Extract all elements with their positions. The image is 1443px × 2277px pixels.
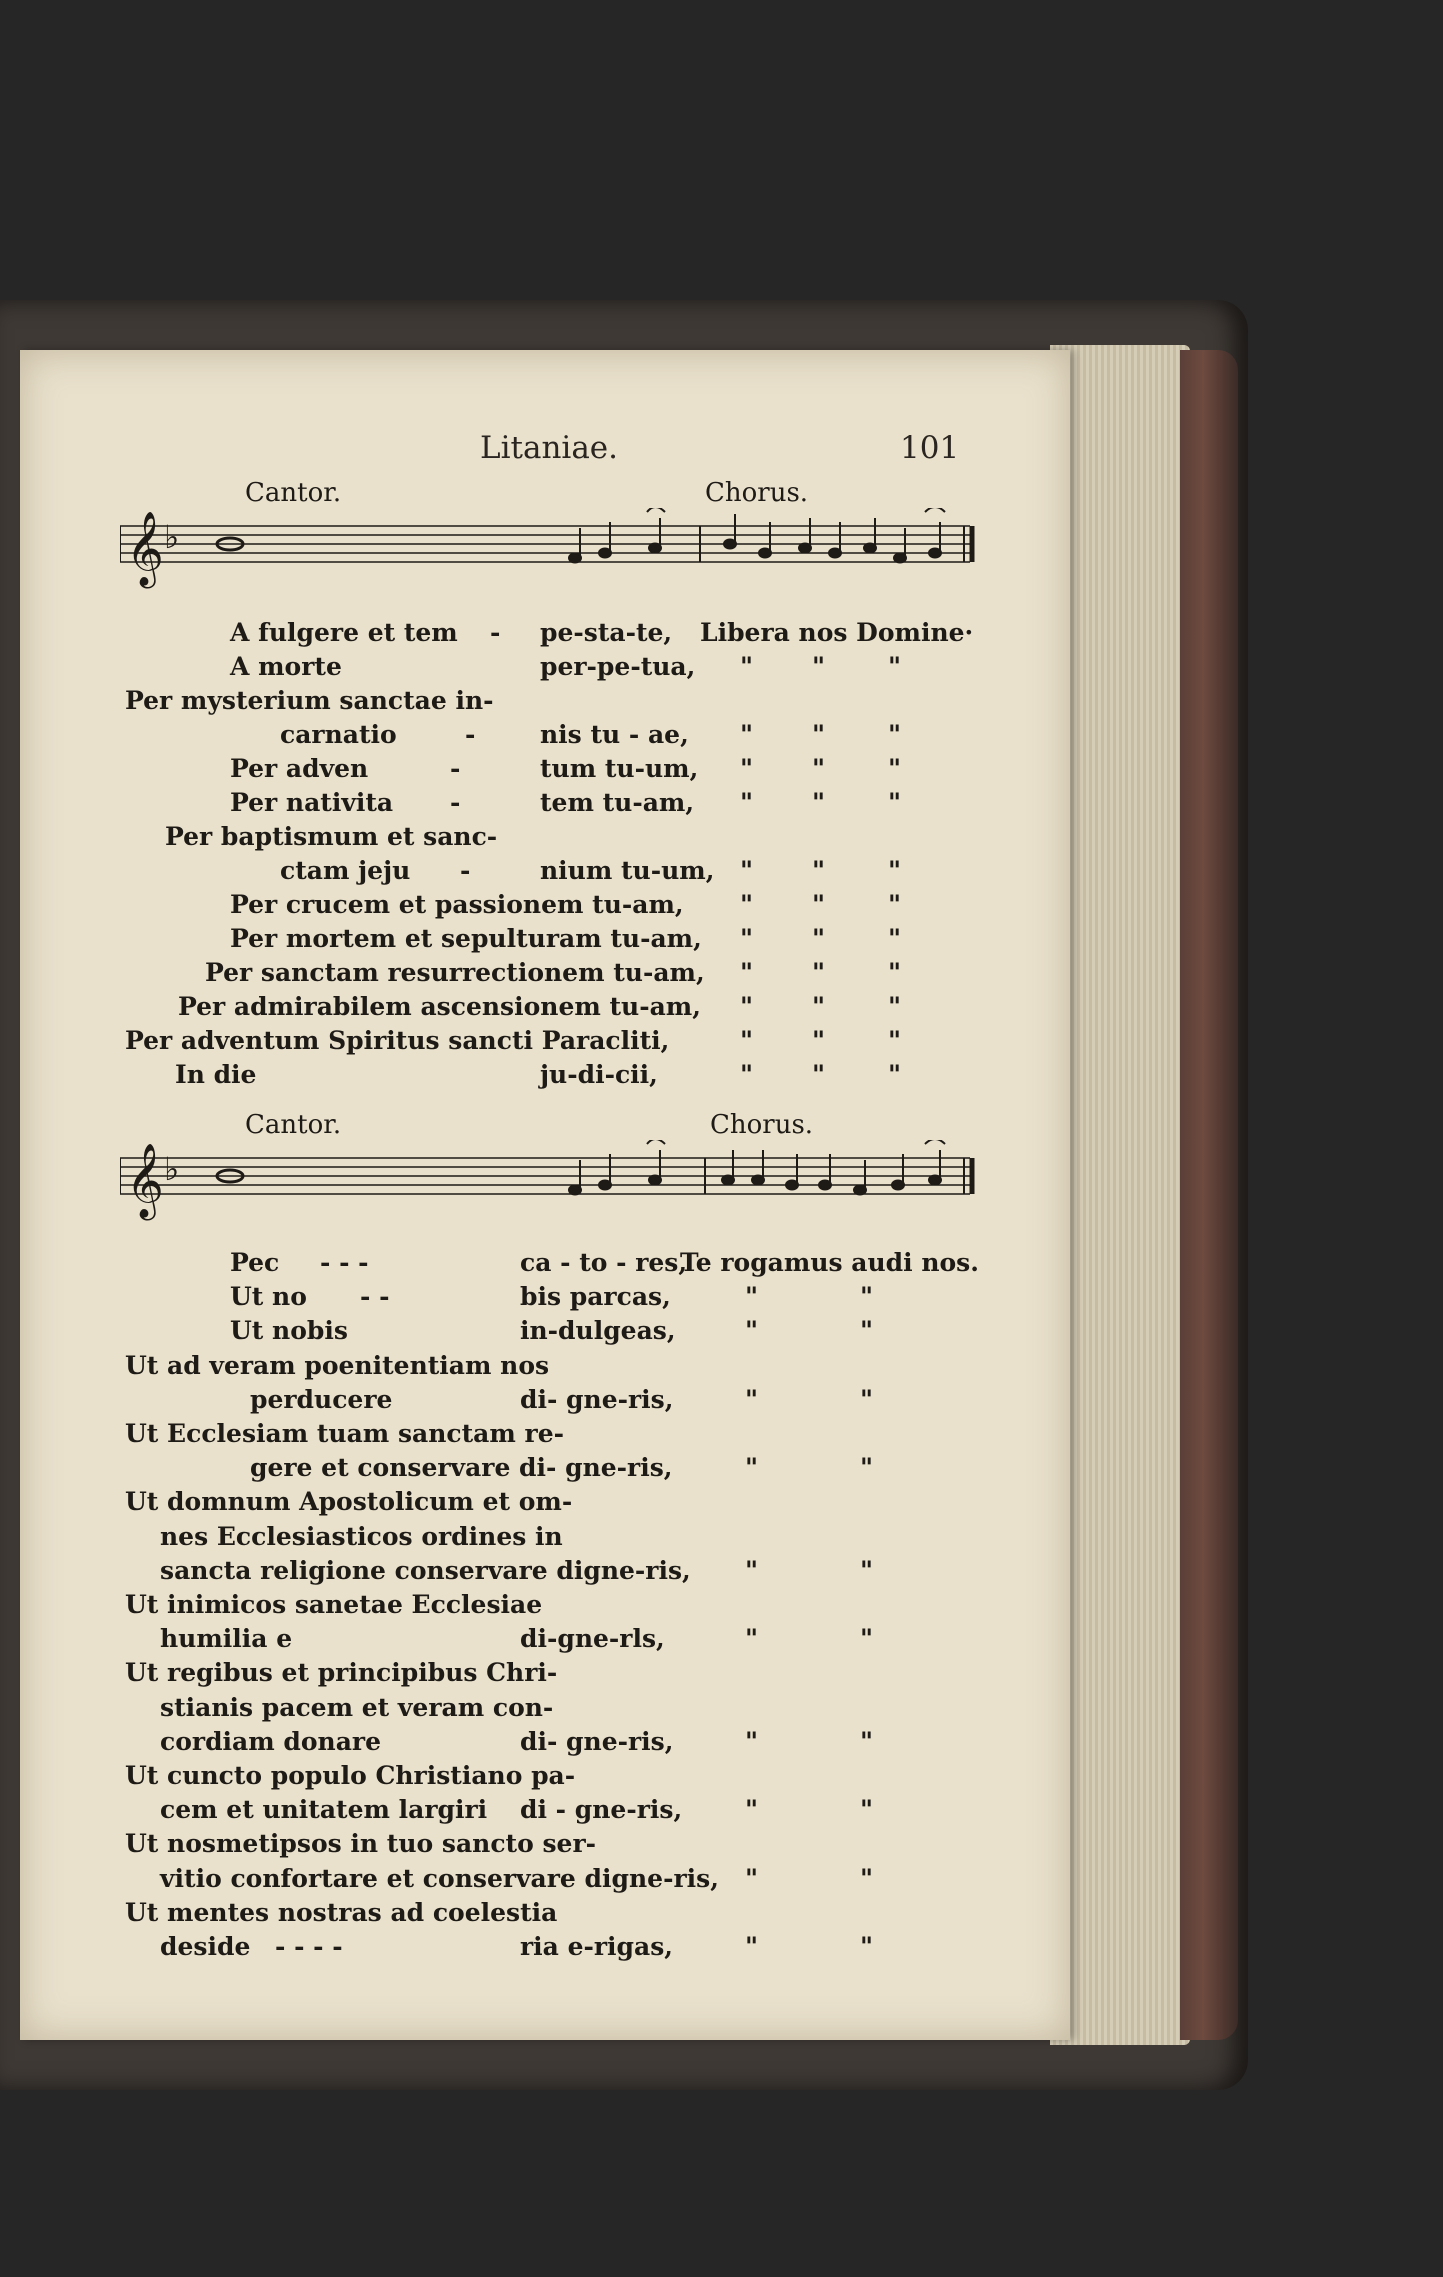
litany-line <box>20 1932 1070 1964</box>
ditto-mark: " <box>888 890 902 919</box>
invocation-text: gere et conservare di- gne-ris, <box>250 1453 673 1483</box>
treble-clef-icon: 𝄞 <box>126 512 164 586</box>
ditto-mark: " <box>860 1624 874 1654</box>
ditto-mark: " <box>888 1060 902 1089</box>
litany-line <box>20 1761 1070 1793</box>
response-syllables: ju-di-cii, <box>540 1060 658 1089</box>
running-title: Litaniae. <box>480 430 619 466</box>
ditto-mark: " <box>812 1060 826 1089</box>
hyphen-dash: - <box>450 754 461 783</box>
ditto-mark: " <box>860 1726 874 1756</box>
ditto-mark: " <box>888 788 902 817</box>
music-staff-2 <box>120 1110 980 1240</box>
litany-line <box>20 1026 1070 1058</box>
chorus-response: " <box>740 958 754 987</box>
fermata-icon <box>647 1140 945 1144</box>
chorus-response: " <box>740 1026 754 1055</box>
litany-line <box>20 1898 1070 1930</box>
litany-line <box>20 618 1070 650</box>
ditto-mark: " <box>860 1863 874 1893</box>
litany-line <box>20 788 1070 820</box>
ditto-mark: " <box>860 1932 874 1961</box>
litany-line <box>20 1060 1070 1092</box>
chorus-response: " <box>745 1555 759 1585</box>
hyphen-dash: - <box>465 720 476 749</box>
response-syllables: nis tu - ae, <box>540 720 689 749</box>
chorus-response: " <box>740 856 754 885</box>
ditto-mark: " <box>812 754 826 783</box>
chorus-response: " <box>745 1384 759 1414</box>
ditto-mark: " <box>812 958 826 987</box>
invocation-text: cem et unitatem largiri <box>160 1795 488 1825</box>
litany-line <box>20 686 1070 718</box>
chorus-response: " <box>745 1282 759 1312</box>
invocation-text: vitio confortare et conservare digne-ris, <box>160 1863 719 1893</box>
invocation-text: Per adven <box>230 754 369 783</box>
invocation-text: Ut mentes nostras ad coelestia <box>125 1897 558 1927</box>
litany-line <box>20 720 1070 752</box>
invocation-text: Pec <box>230 1248 280 1277</box>
litany-line <box>20 1556 1070 1588</box>
litany-line <box>20 856 1070 888</box>
litany-line <box>20 1282 1070 1314</box>
invocation-text: Ut nosmetipsos in tuo sancto ser- <box>125 1829 596 1859</box>
chorus-response: " <box>740 890 754 919</box>
litany-line <box>20 958 1070 990</box>
ditto-mark: " <box>888 856 902 885</box>
chorus-response: " <box>745 1932 759 1961</box>
response-syllables: nium tu-um, <box>540 856 715 885</box>
chorus-response: " <box>740 924 754 953</box>
hyphen-dash: - - - - <box>275 1932 343 1961</box>
invocation-text: nes Ecclesiasticos ordines in <box>160 1521 563 1551</box>
ditto-mark: " <box>860 1316 874 1346</box>
staff-notation <box>120 1140 980 1240</box>
response-syllables: di-gne-rls, <box>520 1624 665 1654</box>
hyphen-dash: - - <box>360 1282 390 1312</box>
ditto-mark: " <box>812 890 826 919</box>
invocation-text: sancta religione conservare digne-ris, <box>160 1555 691 1585</box>
litany-line <box>20 1693 1070 1725</box>
chorus-response: " <box>740 754 754 783</box>
chorus-label: Chorus. <box>705 478 809 508</box>
chorus-response: " <box>745 1863 759 1893</box>
invocation-text: Per nativita <box>230 788 394 817</box>
chorus-response: " <box>745 1795 759 1825</box>
invocation-text: Per mysterium sanctae in- <box>125 686 494 715</box>
music-staff-1 <box>120 478 980 608</box>
litany-line <box>20 1453 1070 1485</box>
chorus-response: " <box>745 1316 759 1346</box>
treble-clef-icon: 𝄞 <box>126 1144 164 1218</box>
response-syllables: bis parcas, <box>520 1282 671 1312</box>
cover-edge <box>1180 350 1238 2040</box>
invocation-text: Ut inimicos sanetae Ecclesiae <box>125 1590 543 1619</box>
invocation-text: humilia e <box>160 1624 293 1654</box>
litany-line <box>20 1316 1070 1348</box>
hyphen-dash: - <box>490 618 501 647</box>
response-syllables: ca - to - res, <box>520 1248 688 1277</box>
litany-line <box>20 1590 1070 1622</box>
invocation-text: Ut domnum Apostolicum et om- <box>125 1487 573 1517</box>
chorus-response: " <box>740 652 754 681</box>
ditto-mark: " <box>860 1282 874 1312</box>
litany-line <box>20 890 1070 922</box>
ditto-mark: " <box>812 720 826 749</box>
chorus-response: Libera nos Domine· <box>700 618 974 647</box>
chorus-response: " <box>740 788 754 817</box>
flat-icon: ♭ <box>164 518 180 556</box>
ditto-mark: " <box>812 652 826 681</box>
hyphen-dash: - - - <box>320 1248 369 1277</box>
ditto-mark: " <box>812 788 826 817</box>
litany-line <box>20 822 1070 854</box>
invocation-text: stianis pacem et veram con- <box>160 1692 554 1722</box>
invocation-text: Ut ad veram poenitentiam nos <box>125 1350 550 1380</box>
invocation-text: Per crucem et passionem tu-am, <box>230 890 684 919</box>
ditto-mark: " <box>860 1384 874 1414</box>
litany-line <box>20 1248 1070 1280</box>
response-syllables: ria e-rigas, <box>520 1932 673 1961</box>
invocation-text: Per sanctam resurrectionem tu-am, <box>205 958 705 987</box>
invocation-text: Per mortem et sepulturam tu-am, <box>230 924 702 953</box>
litany-line <box>20 1351 1070 1383</box>
invocation-text: Ut regibus et principibus Chri- <box>125 1658 558 1688</box>
chorus-response: " <box>745 1624 759 1654</box>
ditto-mark: " <box>888 754 902 783</box>
chorus-response: " <box>740 1060 754 1089</box>
invocation-text: Ut cuncto populo Christiano pa- <box>125 1761 576 1790</box>
response-syllables: pe-sta-te, <box>540 618 673 647</box>
invocation-text: Per admirabilem ascensionem tu-am, <box>178 992 701 1021</box>
invocation-text: deside <box>160 1932 251 1961</box>
litany-line <box>20 1829 1070 1861</box>
invocation-text: In die <box>175 1060 257 1089</box>
book-page <box>20 350 1070 2040</box>
response-syllables: di - gne-ris, <box>520 1795 683 1825</box>
ditto-mark: " <box>812 856 826 885</box>
chorus-response: " <box>745 1726 759 1756</box>
litany-line <box>20 1795 1070 1827</box>
ditto-mark: " <box>860 1555 874 1585</box>
ditto-mark: " <box>860 1795 874 1825</box>
invocation-text: Ut Ecclesiam tuam sanctam re- <box>125 1419 564 1448</box>
invocation-text: cordiam donare <box>160 1726 382 1756</box>
ditto-mark: " <box>860 1453 874 1483</box>
invocation-text: Per adventum Spiritus sancti Paracliti, <box>125 1026 670 1055</box>
ditto-mark: " <box>812 1026 826 1055</box>
litany-line <box>20 1522 1070 1554</box>
response-syllables: in-dulgeas, <box>520 1316 676 1346</box>
invocation-text: Per baptismum et sanc- <box>165 822 498 851</box>
page-edges <box>1050 345 1190 2045</box>
litany-line <box>20 1624 1070 1656</box>
litany-line <box>20 754 1070 786</box>
response-syllables: di- gne-ris, <box>520 1384 674 1414</box>
litany-line <box>20 992 1070 1024</box>
response-syllables: per-pe-tua, <box>540 652 696 681</box>
litany-line <box>20 1864 1070 1896</box>
response-syllables: tum tu-um, <box>540 754 699 783</box>
litany-line <box>20 1487 1070 1519</box>
chorus-label: Chorus. <box>710 1110 814 1140</box>
ditto-mark: " <box>888 720 902 749</box>
ditto-mark: " <box>888 958 902 987</box>
hyphen-dash: - <box>450 788 461 817</box>
invocation-text: carnatio <box>280 720 397 749</box>
litany-line <box>20 1658 1070 1690</box>
litany-line <box>20 1727 1070 1759</box>
litany-line <box>20 924 1070 956</box>
staff-notation <box>120 508 980 608</box>
cantor-label: Cantor. <box>245 478 342 508</box>
page-number: 101 <box>900 430 960 466</box>
invocation-text: A morte <box>230 652 342 681</box>
chorus-response: " <box>740 720 754 749</box>
flat-icon: ♭ <box>164 1150 180 1188</box>
invocation-text: ctam jeju <box>280 856 411 885</box>
cantor-label: Cantor. <box>245 1110 342 1140</box>
response-syllables: tem tu-am, <box>540 788 695 817</box>
ditto-mark: " <box>812 992 826 1021</box>
ditto-mark: " <box>888 924 902 953</box>
chorus-response: Te rogamus audi nos. <box>680 1248 979 1277</box>
chorus-response: " <box>745 1453 759 1483</box>
hyphen-dash: - <box>460 856 471 885</box>
invocation-text: A fulgere et tem <box>230 618 458 647</box>
invocation-text: Ut nobis <box>230 1316 348 1346</box>
litany-line <box>20 1419 1070 1451</box>
ditto-mark: " <box>888 652 902 681</box>
fermata-icon <box>647 508 945 512</box>
litany-line <box>20 1385 1070 1417</box>
invocation-text: Ut no <box>230 1282 307 1312</box>
litany-line <box>20 652 1070 684</box>
ditto-mark: " <box>888 1026 902 1055</box>
ditto-mark: " <box>812 924 826 953</box>
invocation-text: perducere <box>250 1384 393 1414</box>
response-syllables: di- gne-ris, <box>520 1726 674 1756</box>
chorus-response: " <box>740 992 754 1021</box>
ditto-mark: " <box>888 992 902 1021</box>
